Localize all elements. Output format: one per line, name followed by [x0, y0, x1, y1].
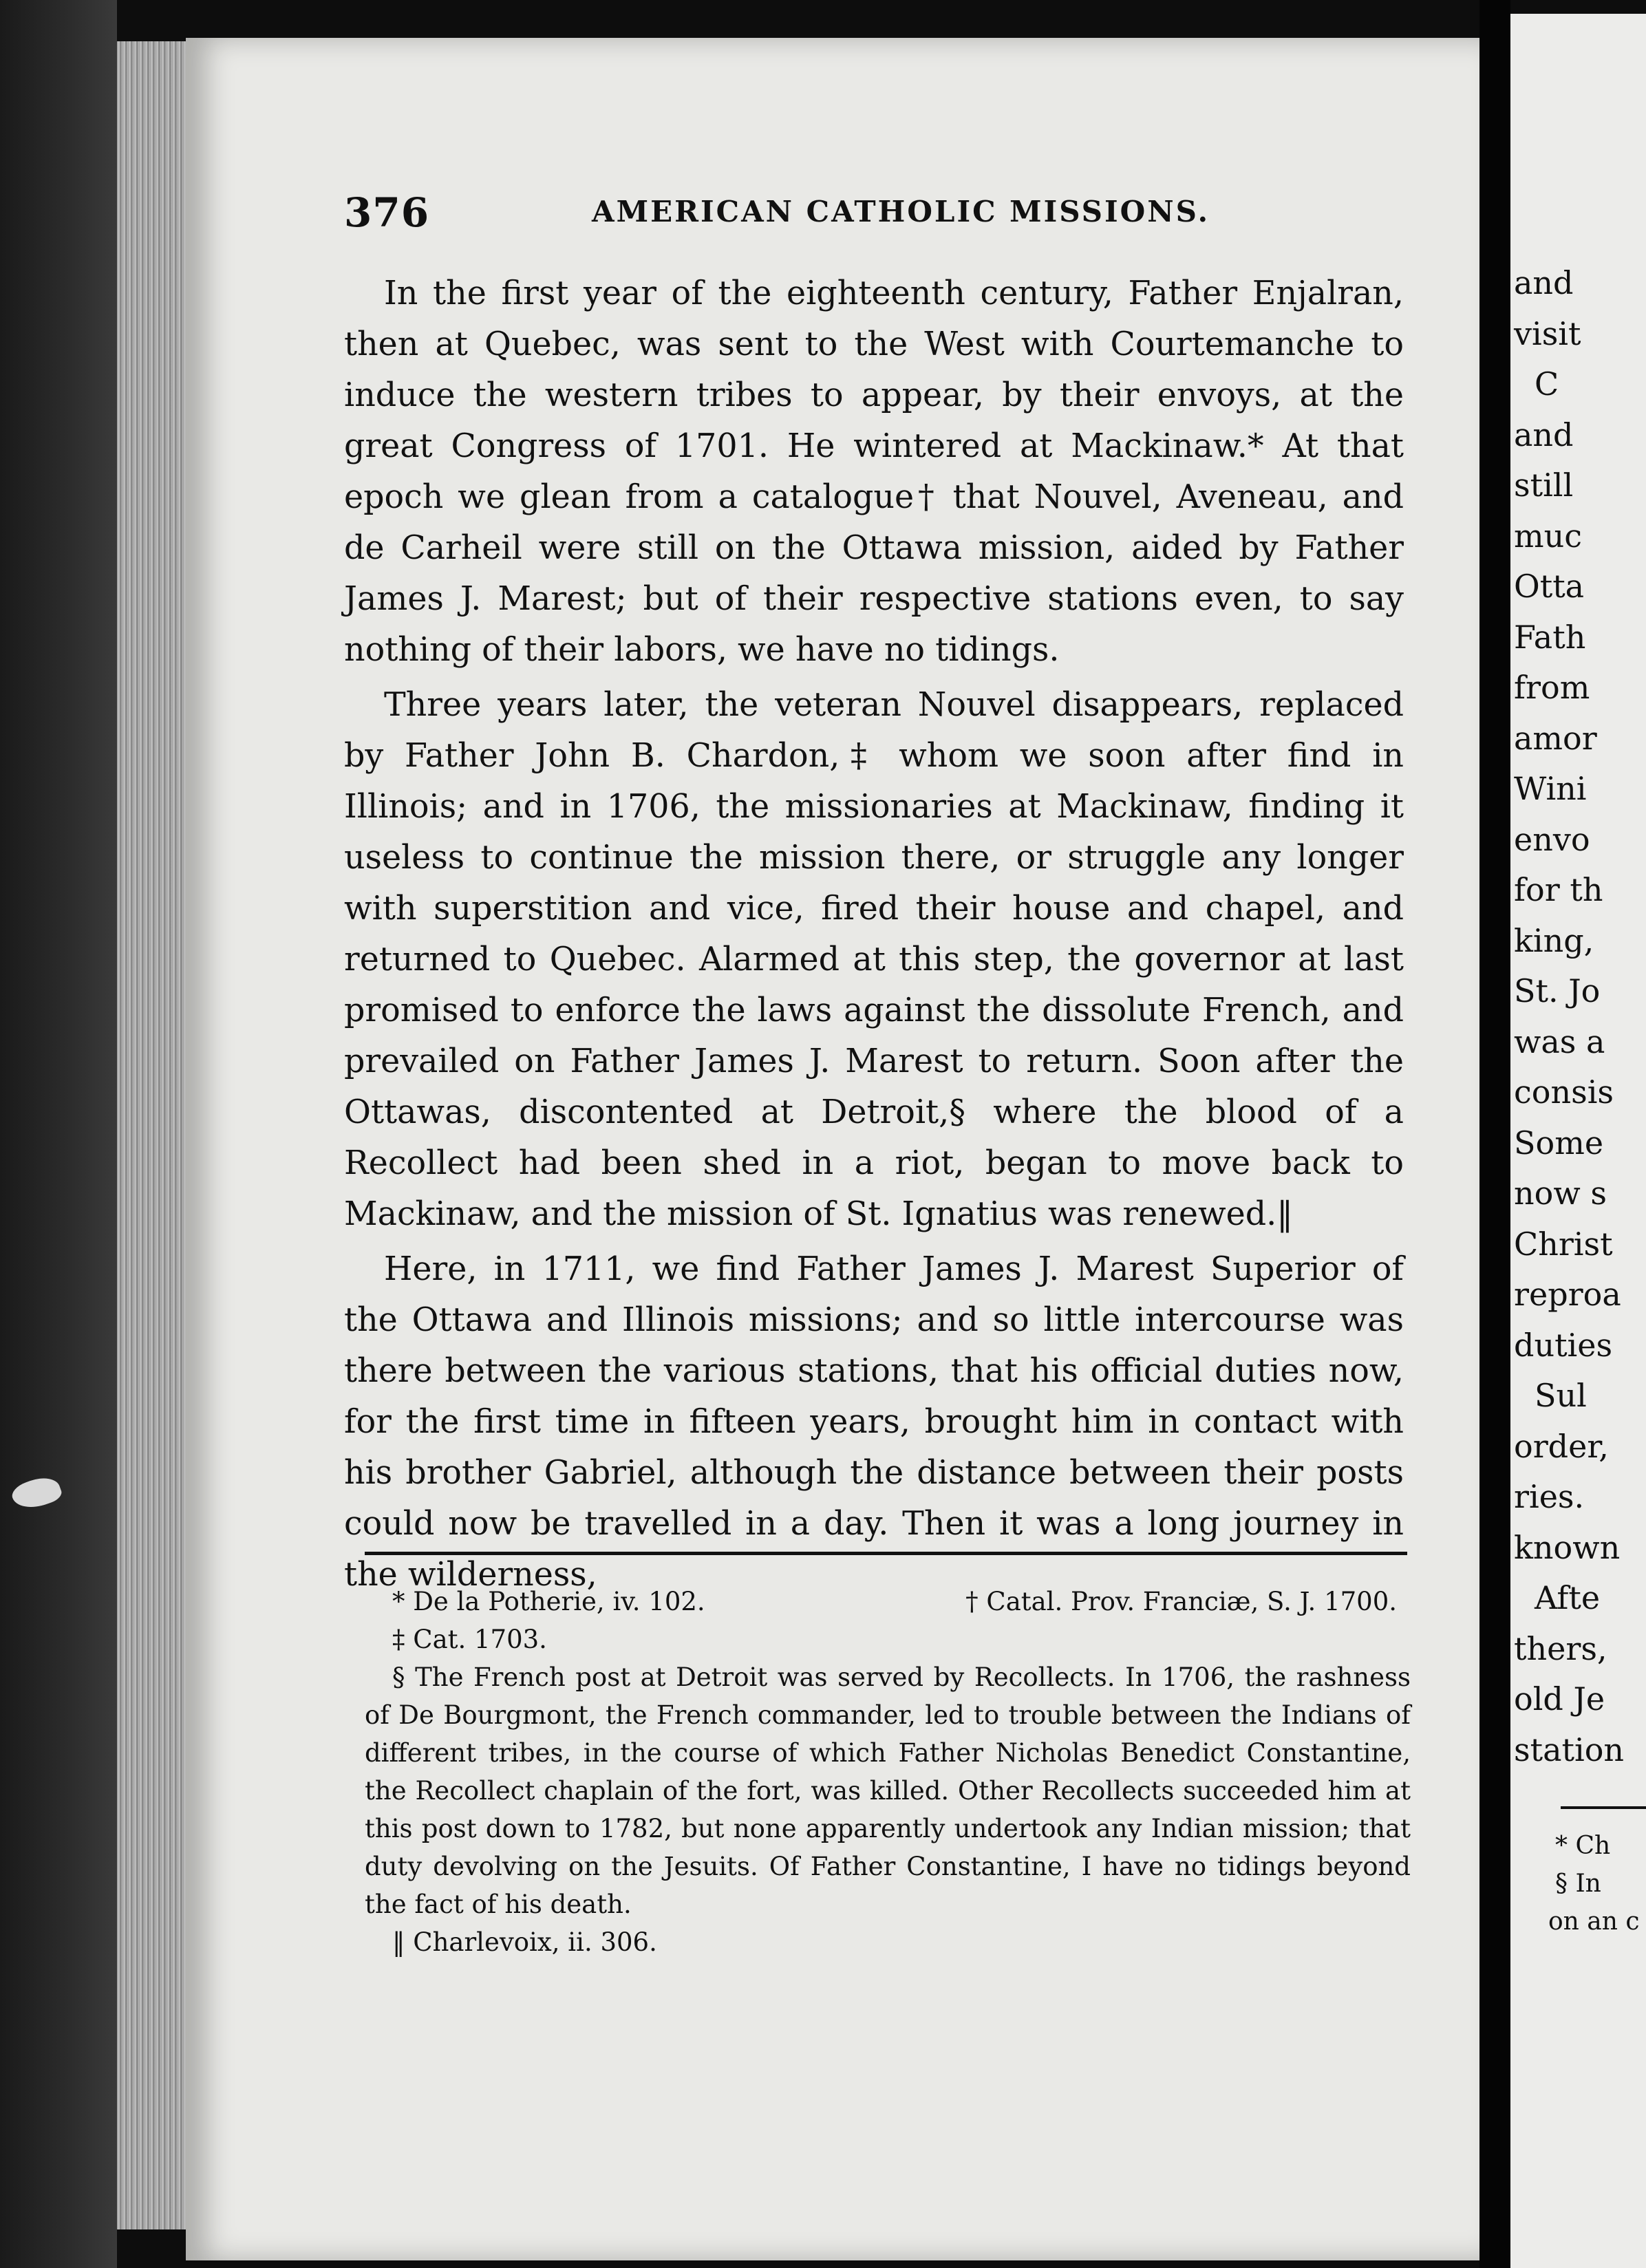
- facing-line: reproa: [1514, 1276, 1621, 1313]
- binding-mark: [9, 1472, 63, 1515]
- facing-line: still: [1514, 467, 1574, 504]
- facing-line: ries.: [1514, 1478, 1585, 1515]
- facing-page-text: [1514, 258, 1646, 1775]
- paragraph: Here, in 1711, we find Father James J. Marest Superior of the Ottawa and Illinois missions; and so little intercourse was there between the various stations, that his official duties now, for the first time in fifteen years, brought him in contact with his brother Gabriel, although the distance between their posts could now be travelled in a day. Then it was a long journey in the wilderness,: [344, 1250, 1404, 1594]
- footnote: ‖ Charlevoix, ii. 306.: [392, 1927, 657, 1957]
- paragraph: Three years later, the veteran Nouvel disappears, replaced by Father John B. Chardon,‡ whom we soon after find in Illinois; and in 1706, the missionaries at Mackinaw, finding it useless to continue the mission there, or struggle any longer with superstition and vice, fired their house and chapel, and returned to Quebec. Alarmed at this step, the governor at last promised to enforce the laws against the dissolute French, and prevailed on Father James J. Marest to return. Soon after the Ottawas, discontented at Detroit,§ where the blood of a Recollect had been shed in a riot, began to move back to Mackinaw, and the mission of St. Ignatius was renewed.‖: [344, 686, 1404, 1233]
- facing-line: known: [1514, 1528, 1621, 1566]
- page-edges: [117, 41, 193, 2229]
- paragraph: In the first year of the eighteenth century, Father Enjalran, then at Quebec, was sent to the West with Courtemanche to induce the western tribes to appear, by their envoys, at the great Congress of 1701. He wintered at Mackinaw.* At that epoch we glean from a catalogue† that Nouvel, Aveneau, and de Carheil were still on the Ottawa mission, aided by Father James J. Marest; but of their respective stations even, to say nothing of their labors, we have no tidings.: [344, 275, 1404, 669]
- facing-line: muc: [1514, 517, 1583, 555]
- facing-footnote-line: on an c: [1548, 1907, 1640, 1936]
- facing-line: old Je: [1514, 1680, 1605, 1718]
- facing-line: thers,: [1514, 1629, 1607, 1667]
- facing-line: and: [1514, 416, 1574, 453]
- facing-line: and: [1514, 264, 1574, 301]
- facing-line: C: [1535, 365, 1559, 403]
- facing-line: Fath: [1514, 618, 1586, 656]
- footnote: § The French post at Detroit was served by Recollects. In 1706, the rashness of De Bourgmont, the French commander, led to trouble between the Indians of different tribes, in the course of which Father Nicholas Benedict Constantine, the Recollect chaplain of the fort, was killed. Other Recollects succeeded him at this post down to 1782, but none apparently undertook any Indian mission; that duty devolving on the Jesuits. Of Father Constantine, I have no tidings beyond the fact of his death.: [365, 1662, 1411, 1919]
- facing-line: king,: [1514, 921, 1594, 959]
- facing-line: Christ: [1514, 1225, 1613, 1263]
- page-gutter: [1479, 0, 1510, 2268]
- facing-line: amor: [1514, 719, 1597, 757]
- facing-footnote-line: * Ch: [1555, 1832, 1611, 1860]
- facing-line: was a: [1514, 1023, 1605, 1060]
- facing-line: station: [1514, 1731, 1625, 1768]
- facing-line: Sul: [1535, 1377, 1587, 1414]
- footnote: * De la Potherie, iv. 102.: [392, 1587, 705, 1616]
- running-head: AMERICAN CATHOLIC MISSIONS.: [592, 195, 1210, 228]
- page-number: 376: [344, 189, 430, 236]
- facing-line: Otta: [1514, 568, 1585, 605]
- footnote-row: [365, 1583, 1411, 1620]
- facing-line: consis: [1514, 1073, 1614, 1111]
- facing-line: St. Jo: [1514, 972, 1601, 1009]
- facing-line: from: [1514, 669, 1590, 706]
- facing-footnote-line: § In: [1555, 1870, 1601, 1898]
- facing-line: Afte: [1535, 1579, 1601, 1616]
- facing-line: Wini: [1514, 770, 1587, 807]
- footnote: ‡ Cat. 1703.: [392, 1625, 547, 1654]
- facing-line: now s: [1514, 1175, 1607, 1212]
- facing-line: order,: [1514, 1427, 1609, 1465]
- footnote-rule: [365, 1552, 1407, 1555]
- page-header: [344, 189, 1376, 237]
- facing-line: envo: [1514, 820, 1590, 858]
- footnote: † Catal. Prov. Franciæ, S. J. 1700.: [965, 1587, 1397, 1616]
- body-text: [344, 268, 1404, 1605]
- facing-line: for th: [1514, 871, 1603, 908]
- facing-line: duties: [1514, 1326, 1613, 1364]
- facing-line: visit: [1514, 314, 1581, 352]
- facing-footnotes: [1548, 1827, 1640, 1940]
- book-binding: [0, 0, 117, 2268]
- facing-line: Some: [1514, 1124, 1604, 1162]
- footnotes: [365, 1583, 1411, 1961]
- facing-footnote-rule: [1561, 1806, 1646, 1809]
